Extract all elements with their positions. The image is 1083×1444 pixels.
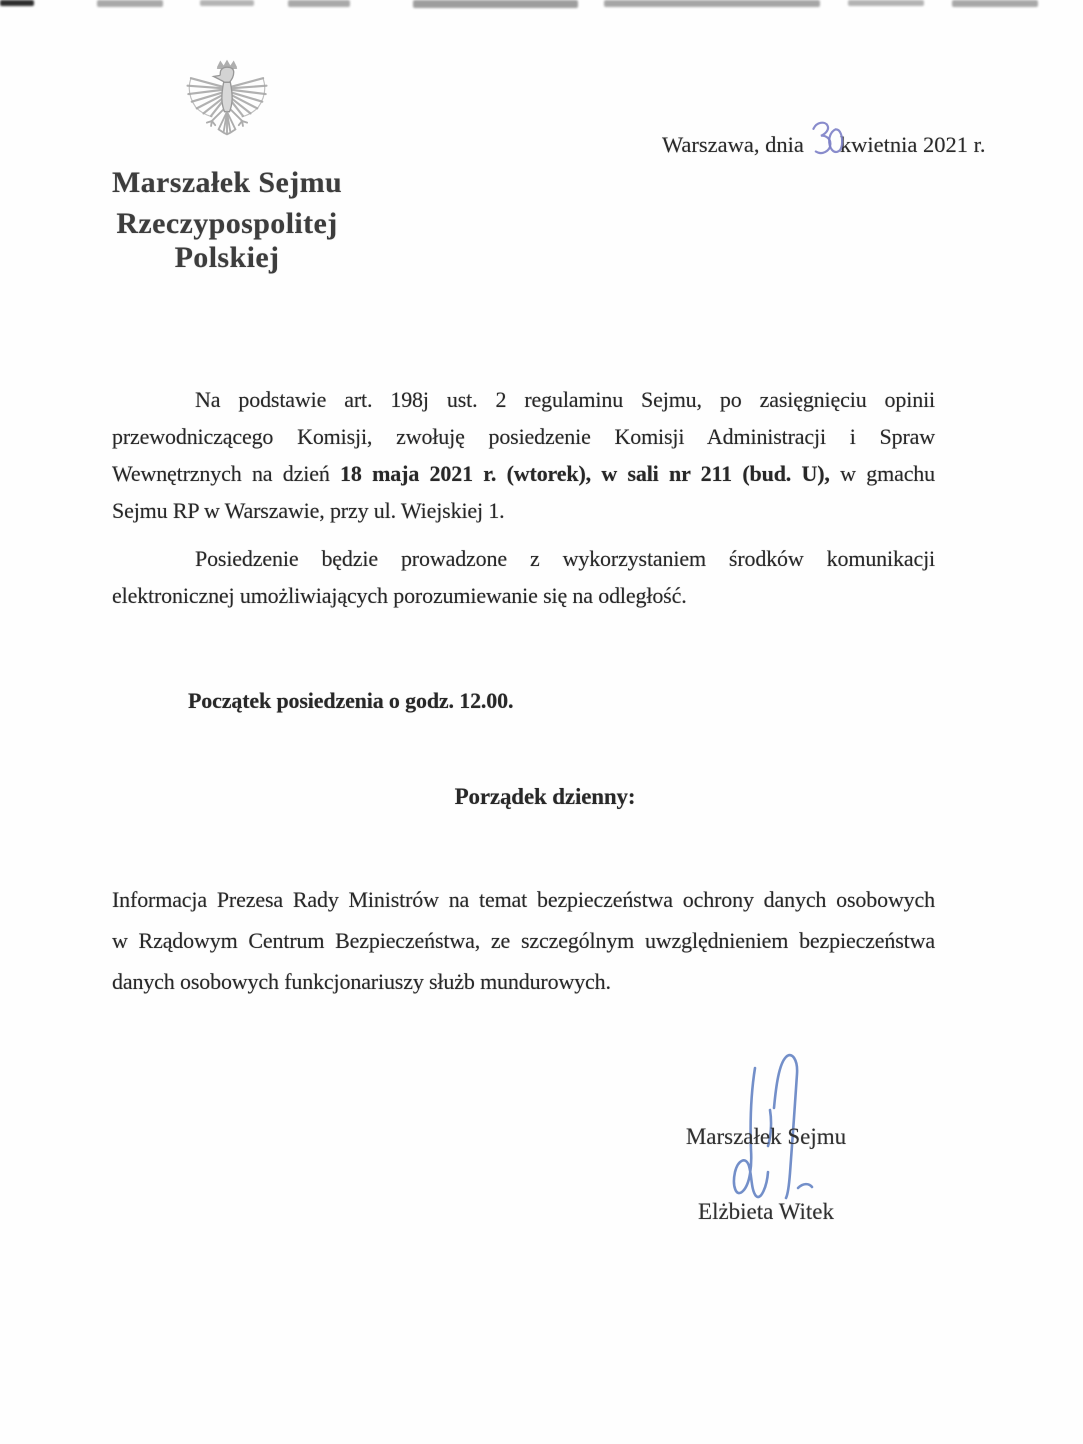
polish-eagle-emblem-icon [185, 58, 269, 152]
handwritten-day-30-ink [805, 115, 847, 163]
scan-artifact-bar [97, 0, 163, 7]
dateline [662, 117, 1042, 161]
signature-block [640, 1124, 892, 1225]
letterhead-title-line2: Rzeczypospolitej Polskiej [116, 207, 338, 274]
scan-artifact-bar [200, 0, 254, 6]
top-scan-artifacts [0, 0, 1083, 14]
letterhead [60, 58, 394, 275]
text-line: przewodniczącego Komisji, zwołuję posiedzenie Komisji Administracji i Spraw [112, 424, 935, 449]
text-line: Na podstawie art. 198j ust. 2 regulaminu Sejmu, po zasięgnięciu opinii [195, 387, 935, 412]
text-line: danych osobowych funkcjonariuszy służb mundurowych. [112, 969, 611, 994]
text-line: elektronicznej umożliwiających porozumiewanie się na odległość. [112, 583, 687, 608]
scan-artifact-bar [413, 0, 578, 8]
start-time-line: Początek posiedzenia o godz. 12.00. [188, 688, 514, 713]
text-line: Posiedzenie będzie prowadzone z wykorzystaniem środków komunikacji [195, 546, 935, 571]
scan-artifact-bar [288, 0, 350, 7]
signature-name: Elżbieta Witek [698, 1199, 834, 1224]
paragraph-remote-participation [112, 540, 935, 614]
dateline-prefix: Warszawa, dnia [662, 132, 804, 157]
text-line: Wewnętrznych na dzień 18 maja 2021 r. (wtorek), w sali nr 211 (bud. U), w gmachu [112, 461, 936, 486]
text-line: Sejmu RP w Warszawie, przy ul. Wiejskiej 1. [112, 498, 505, 523]
agenda-paragraph [112, 879, 935, 1002]
letterhead-title-line1: Marszałek Sejmu [111, 166, 343, 199]
paragraph-convocation [112, 381, 935, 529]
scan-artifact-bar [0, 0, 34, 6]
text-line: Informacja Prezesa Rady Ministrów na temat bezpieczeństwa ochrony danych osobowych [112, 887, 935, 912]
scan-artifact-bar [604, 0, 820, 7]
scan-artifact-bar [952, 0, 1038, 7]
dateline-suffix: kwietnia 2021 r. [839, 132, 986, 157]
text-line: w Rządowym Centrum Bezpieczeństwa, ze szczególnym uwzględnieniem bezpieczeństwa [112, 928, 935, 953]
signature-role: Marszałek Sejmu [685, 1124, 847, 1149]
agenda-heading: Porządek dzienny: [454, 784, 636, 809]
scan-artifact-bar [848, 0, 924, 6]
